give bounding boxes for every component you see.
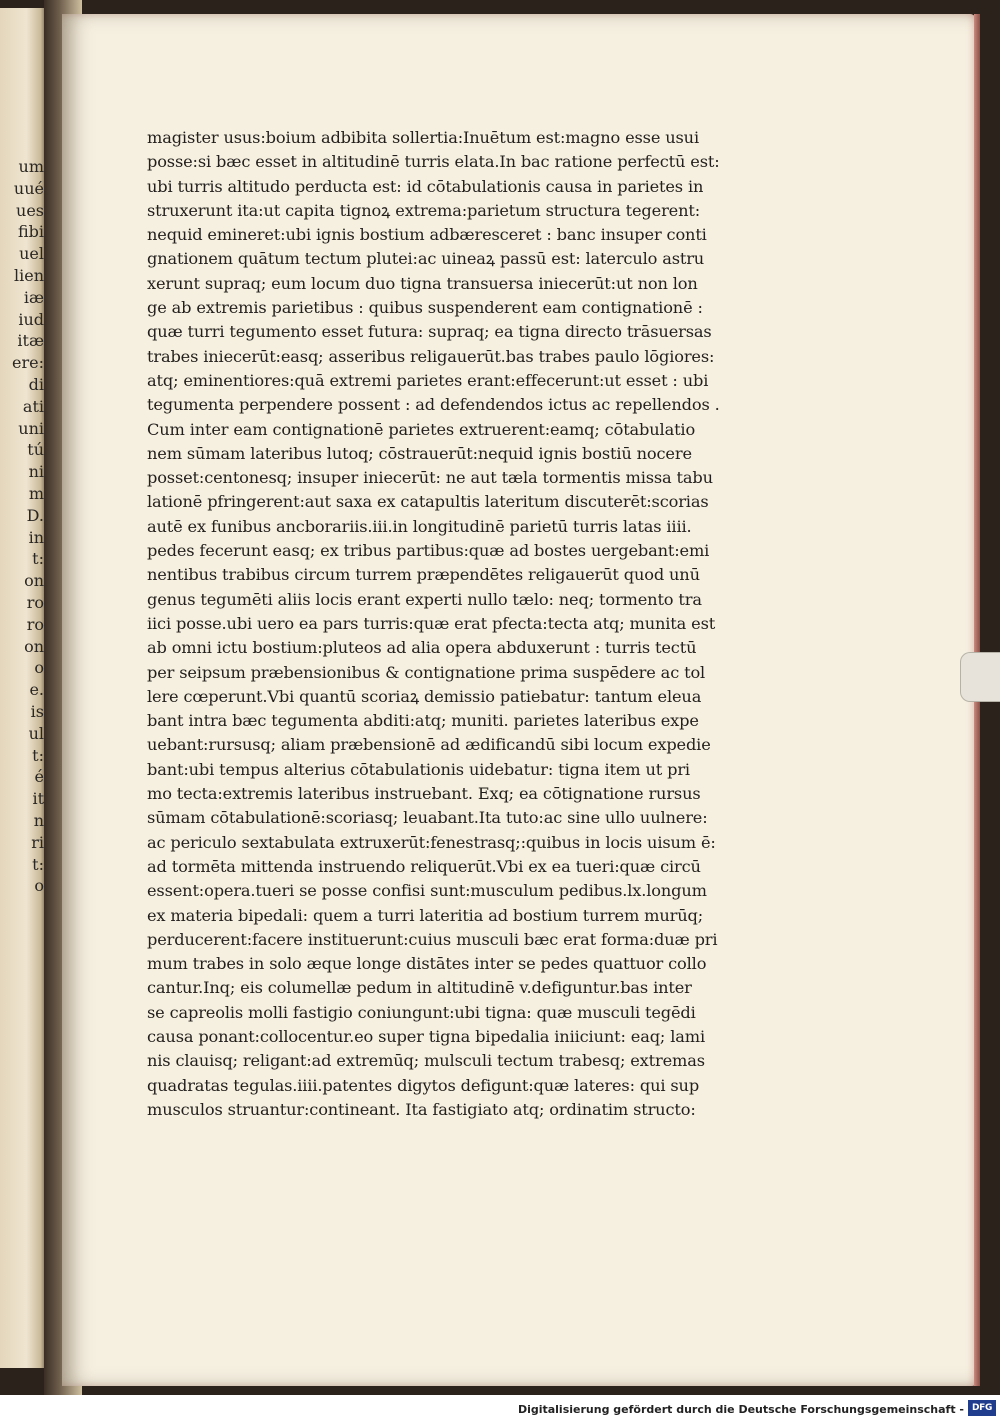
margin-fragment: é — [34, 767, 44, 787]
text-line: ex materia bipedali: quem a turri lateritia ad bostium turrem murūq; — [147, 905, 704, 925]
text-line: musculos struantur:contineant. Ita fastigiato atq; ordinatim structo: — [147, 1099, 696, 1119]
text-line: iici posse.ubi uero ea pars turris:quæ erat pfecta:tecta atq; munita est — [147, 613, 716, 633]
text-line: ac periculo sextabulata extruxerūt:fenestrasq;:quibus in locis uisum ē: — [147, 832, 716, 852]
footer-bar — [0, 1395, 1000, 1422]
text-line: sūmam cōtabulationē:scoriasq; leuabant.Ita tuto:ac sine ullo uulnere: — [147, 808, 708, 828]
text-line: autē ex funibus ancborariis.iii.in longitudinē parietū turris latas iiii. — [147, 516, 692, 536]
left-page-edge — [0, 8, 48, 1368]
margin-fragment: t: — [32, 549, 44, 569]
margin-fragment: n — [33, 810, 44, 830]
text-line: mum trabes in solo æque longe distātes inter se pedes quattuor collo — [147, 954, 707, 974]
text-line: Cum inter eam contignationē parietes extruerent:eamq; cōtabulatio — [147, 419, 696, 439]
dfg-logo: DFG — [968, 1400, 996, 1416]
margin-fragment: in — [28, 527, 44, 547]
text-line: gnationem quātum tectum plutei:ac uineaꝝ passū est: laterculo astru — [147, 249, 705, 269]
page-marker-tab — [960, 652, 1000, 702]
margin-fragment: ni — [28, 462, 44, 482]
text-line: quæ turri tegumento esset futura: supraq; ea tigna directo trāsuersas — [147, 322, 712, 342]
text-line: genus tegumēti aliis locis erant experti nullo tælo: neq; tormento tra — [147, 589, 702, 609]
text-line: essent:opera.tueri se posse confisi sunt:musculum pedibus.lx.longum — [147, 881, 707, 901]
text-line: ab omni ictu bostium:pluteos ad alia opera abduxerunt : turris tectū — [147, 638, 697, 658]
margin-fragment: e. — [29, 680, 44, 700]
text-line: per seipsum præbensionibus & contignatione prima suspēdere ac tol — [147, 662, 706, 682]
text-line: xerunt supraq; eum locum duo tigna transuersa iniecerūt:ut non lon — [147, 273, 698, 293]
digitization-credit: Digitalisierung gefördert durch die Deutsche Forschungsgemeinschaft - — [517, 1403, 964, 1416]
text-line: uebant:rursusq; aliam præbensionē ad ædificandū sibi locum expedie — [147, 735, 711, 755]
text-line: mo tecta:extremis lateribus instruebant. Exq; ea cōtignatione rursus — [147, 784, 701, 804]
margin-fragment: ri — [31, 832, 44, 852]
text-line: tegumenta perpendere possent : ad defendendos ictus ac repellendos . — [147, 395, 720, 415]
text-line: struxerunt ita:ut capita tignoꝝ extrema:parietum structura tegerent: — [147, 200, 701, 220]
text-line: ge ab extremis parietibus : quibus suspenderent eam contignationē : — [147, 298, 703, 318]
margin-fragment: is — [30, 701, 44, 721]
text-line: cantur.Inq; eis columellæ pedum in altitudinē v.defiguntur.bas inter — [147, 978, 692, 998]
text-line: posset:centonesq; insuper iniecerūt: ne aut tæla tormentis missa tabu — [147, 468, 713, 488]
margin-fragment: it — [32, 789, 44, 809]
text-line: quadratas tegulas.iiii.patentes digytos defigunt:quæ lateres: qui sup — [147, 1075, 700, 1095]
main-text-block — [147, 126, 747, 1122]
text-line: perducerent:facere instituerunt:cuius musculi bæc erat forma:duæ pri — [147, 929, 718, 949]
margin-fragment: D. — [26, 505, 44, 525]
margin-fragment: ro — [26, 592, 44, 612]
text-line: atq; eminentiores:quā extremi parietes erant:effecerunt:ut esset : ubi — [147, 370, 709, 390]
text-line: se capreolis molli fastigio coniungunt:ubi tigna: quæ musculi tegēdi — [147, 1002, 696, 1022]
margin-fragment: t: — [32, 854, 44, 874]
left-page-margin-text — [2, 156, 44, 897]
text-line: ad tormēta mittenda instruendo reliquerūt.Vbi ex ea tueri:quæ circū — [147, 856, 701, 876]
margin-fragment: t: — [32, 745, 44, 765]
margin-fragment: fibi — [17, 222, 44, 242]
margin-fragment: ul — [28, 723, 44, 743]
text-line: lationē pfringerent:aut saxa ex catapultis lateritum discuterēt:scorias — [147, 492, 709, 512]
text-line: lere cœperunt.Vbi quantū scoriaꝝ demissio patiebatur: tantum eleua — [147, 686, 702, 706]
text-line: pedes fecerunt easq; ex tribus partibus:quæ ad bostes uergebant:emi — [147, 541, 710, 561]
margin-fragment: on — [24, 571, 44, 591]
text-line: nentibus trabibus circum turrem præpendētes religauerūt quod unū — [147, 565, 700, 585]
text-line: trabes iniecerūt:easq; asseribus religauerūt.bas trabes paulo lōgiores: — [147, 346, 715, 366]
margin-fragment: ere: — [12, 353, 44, 373]
margin-fragment: ati — [22, 396, 44, 416]
margin-fragment: ro — [26, 614, 44, 634]
text-line: bant intra bæc tegumenta abditi:atq; muniti. parietes lateribus expe — [147, 711, 699, 731]
margin-fragment: um — [18, 157, 44, 176]
margin-fragment: tú — [27, 440, 44, 460]
margin-fragment: o — [34, 658, 44, 678]
text-line: posse:si bæc esset in altitudinē turris elata.In bac ratione perfectū est: — [147, 152, 720, 172]
text-line: ubi turris altitudo perducta est: id cōtabulationis causa in parietes in — [147, 176, 704, 196]
margin-fragment: di — [28, 374, 44, 394]
text-line: bant:ubi tempus alterius cōtabulationis uidebatur: tigna item ut pri — [147, 759, 690, 779]
margin-fragment: iud — [18, 309, 44, 329]
margin-fragment: uni — [18, 418, 44, 438]
margin-fragment: uel — [19, 244, 44, 264]
text-line: causa ponant:collocentur.eo super tigna bipedalia iniiciunt: eaq; lami — [147, 1026, 705, 1046]
margin-fragment: ues — [16, 200, 44, 220]
margin-fragment: lien — [13, 265, 44, 285]
text-line: nequid emineret:ubi ignis bostium adbæresceret : banc insuper conti — [147, 225, 707, 245]
margin-fragment: on — [24, 636, 44, 656]
text-line: nis clauisq; religant:ad extremūq; mulsculi tectum trabesq; extremas — [147, 1051, 705, 1071]
text-line: nem sūmam lateribus lutoq; cōstrauerūt:nequid ignis bostiū nocere — [147, 443, 692, 463]
margin-fragment: m — [28, 483, 44, 503]
margin-fragment: o — [34, 876, 44, 896]
margin-fragment: uué — [13, 178, 44, 198]
text-line: magister usus:boium adbibita sollertia:Inuētum est:magno esse usui — [147, 128, 699, 147]
margin-fragment: itæ — [17, 331, 44, 351]
margin-fragment: iæ — [23, 287, 44, 307]
